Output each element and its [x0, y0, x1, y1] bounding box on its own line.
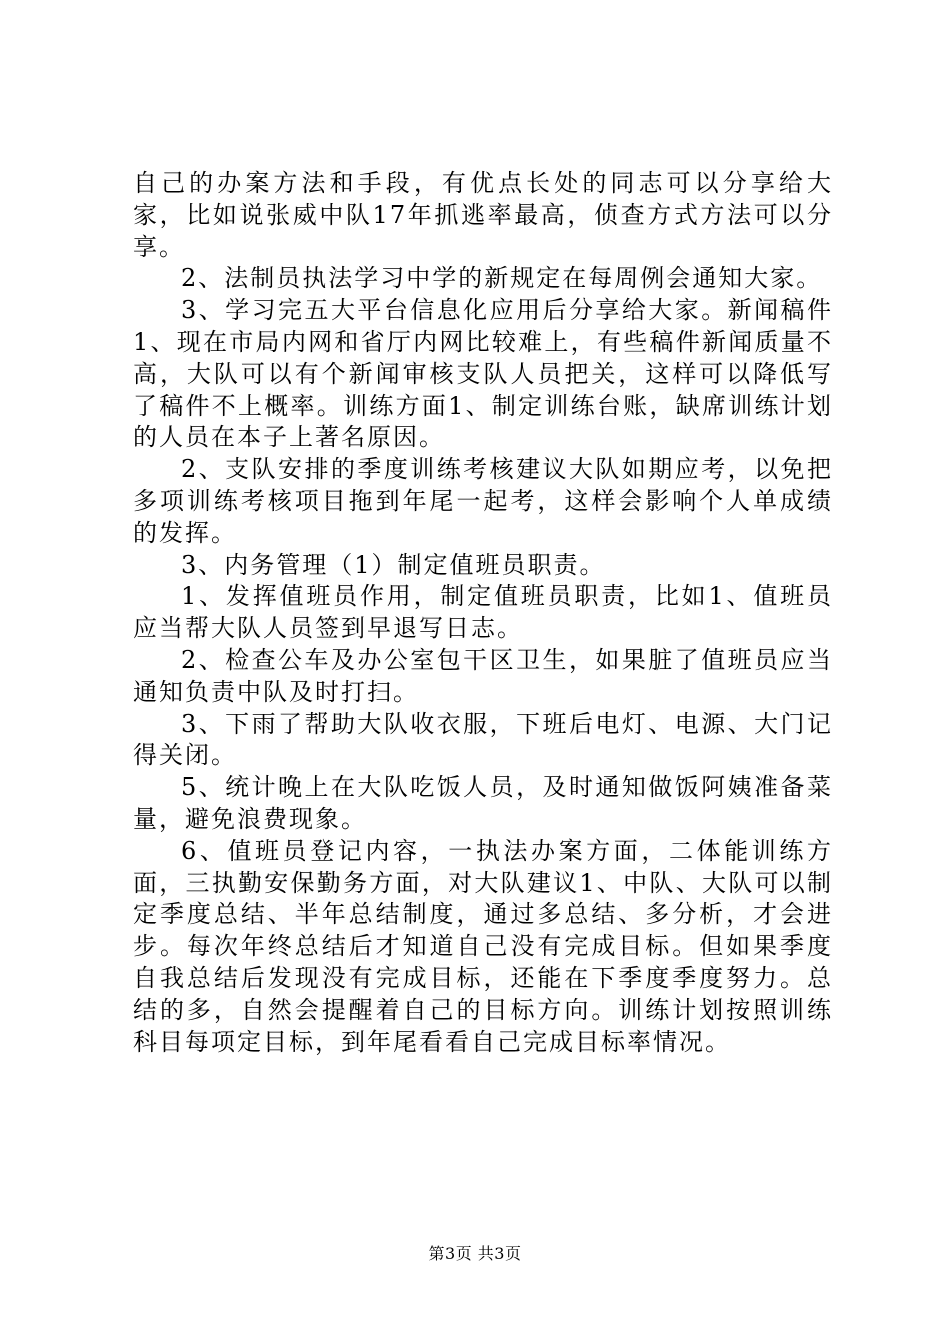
page-number-label: 第3页 共3页: [428, 1244, 522, 1263]
paragraph-2: 2、法制员执法学习中学的新规定在每周例会通知大家。: [181, 264, 823, 293]
paragraph-3: 3、学习完五大平台信息化应用后分享给大家。新闻稿件1、现在市局内网和省厅内网比较难上，有些稿件新闻质量不高，大队可以有个新闻审核支队人员把关，这样可以降低写了稿件不上概率。训练方面1、制定训练台账，缺席训练计划的人员在本子上著名原因。: [133, 296, 833, 452]
paragraph-1: 自己的办案方法和手段，有优点长处的同志可以分享给大家，比如说张威中队17年抓逃率最高，侦查方式方法可以分享。: [133, 169, 833, 261]
paragraph-7: 2、检查公车及办公室包干区卫生，如果脏了值班员应当通知负责中队及时打扫。: [133, 645, 833, 706]
document-body: [133, 168, 833, 1058]
paragraph-10: 6、值班员登记内容，一执法办案方面，二体能训练方面，三执勤安保勤务方面，对大队建议1、中队、大队可以制定季度总结、半年总结制度，通过多总结、多分析，才会进步。每次年终总结后才知道自己没有完成目标。但如果季度自我总结后发现没有完成目标，还能在下季度季度努力。总结的多，自然会提醒着自己的目标方向。训练计划按照训练科目每项定目标，到年尾看看自己完成目标率情况。: [133, 836, 833, 1056]
paragraph-4: 2、支队安排的季度训练考核建议大队如期应考，以免把多项训练考核项目拖到年尾一起考，这样会影响个人单成绩的发挥。: [133, 455, 833, 547]
paragraph-8: 3、下雨了帮助大队收衣服，下班后电灯、电源、大门记得关闭。: [133, 709, 833, 770]
paragraph-6: 1、发挥值班员作用，制定值班员职责，比如1、值班员应当帮大队人员签到早退写日志。: [133, 582, 833, 643]
paragraph-9: 5、统计晚上在大队吃饭人员，及时通知做饭阿姨准备菜量，避免浪费现象。: [133, 773, 833, 833]
page-footer: [0, 1244, 950, 1264]
paragraph-5: 3、内务管理（1）制定值班员职责。: [181, 550, 606, 579]
